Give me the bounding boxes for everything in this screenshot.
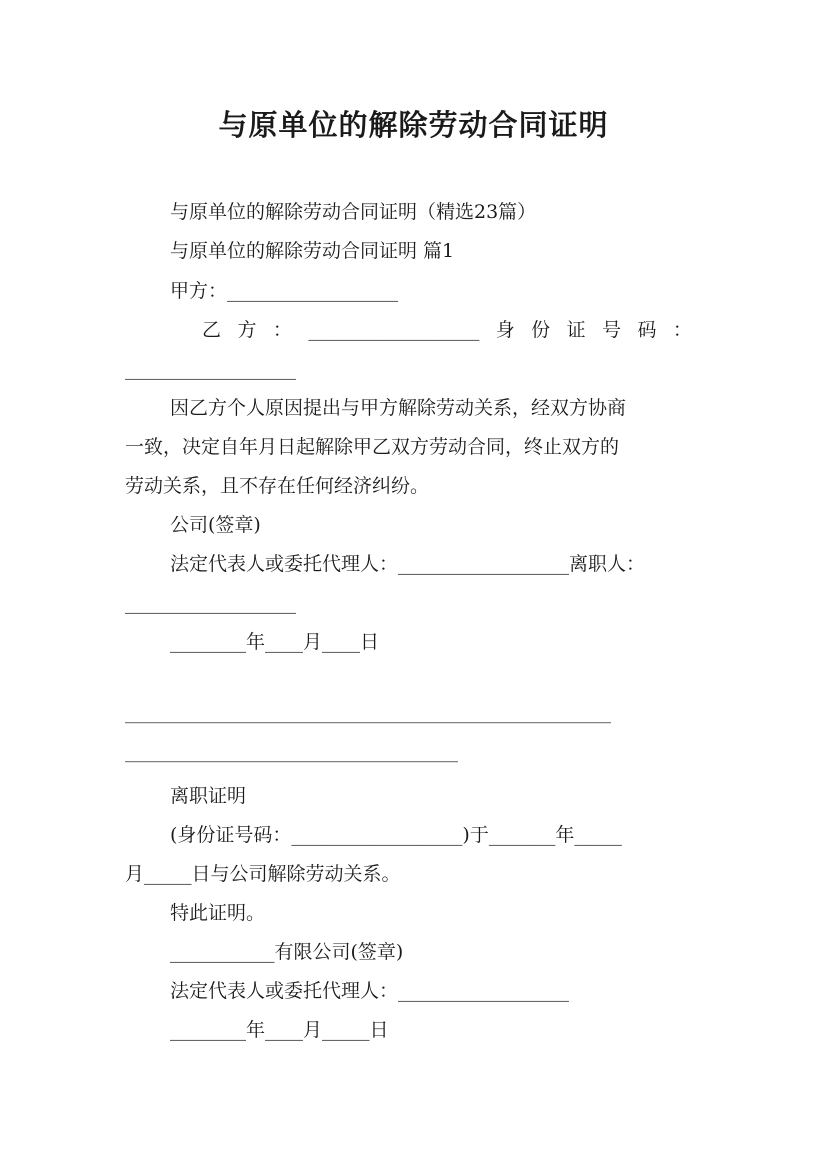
certificate-date: ________年____月_____日	[170, 1019, 389, 1041]
document-title: 与原单位的解除劳动合同证明	[218, 108, 609, 142]
party-b-blank: __________________	[308, 319, 480, 341]
body-line: 劳动关系，且不存在任何经济纠纷。	[125, 475, 430, 497]
certificate-line: (身份证号码：__________________)于_______年_____	[170, 824, 622, 846]
body-line: 一致，决定自年月日起解除甲乙双方劳动合同，终止双方的	[125, 436, 620, 458]
certificate-title: 离职证明	[170, 785, 247, 807]
representative-line: 法定代表人或委托代理人：__________________离职人：	[170, 553, 646, 575]
certificate-statement: 特此证明。	[170, 902, 266, 924]
id-label-char: 号	[602, 319, 622, 341]
id-label-char: 份	[531, 319, 551, 341]
party-b-line	[202, 318, 692, 342]
separator-line: _____________________________________	[125, 742, 458, 763]
certificate-line: 月_____日与公司解除劳动关系。	[125, 863, 401, 885]
date-line: ________年____月____日	[170, 631, 380, 653]
party-b-char: 方	[237, 319, 257, 341]
id-label-char: 身	[495, 319, 515, 341]
section-heading: 与原单位的解除劳动合同证明 篇1	[170, 240, 455, 262]
document-subtitle: 与原单位的解除劳动合同证明（精选23篇）	[170, 201, 537, 223]
party-b-id-blank: __________________	[125, 358, 296, 380]
body-line: 因乙方个人原因提出与甲方解除劳动关系，经双方协商	[170, 397, 627, 419]
certificate-representative: 法定代表人或委托代理人：__________________	[170, 980, 570, 1002]
separator-line: ______________________________________________________	[125, 703, 611, 724]
party-a-line: 甲方：__________________	[170, 280, 399, 302]
id-label-char: ：	[672, 319, 692, 341]
id-label-char: 码	[637, 319, 657, 341]
id-label-char: 证	[566, 319, 586, 341]
certificate-company: ___________有限公司(签章)	[170, 941, 404, 963]
resignee-blank: __________________	[125, 592, 296, 614]
company-seal-line: 公司(签章)	[170, 514, 261, 536]
party-b-char: ：	[272, 319, 292, 341]
party-b-char: 乙	[202, 319, 222, 341]
